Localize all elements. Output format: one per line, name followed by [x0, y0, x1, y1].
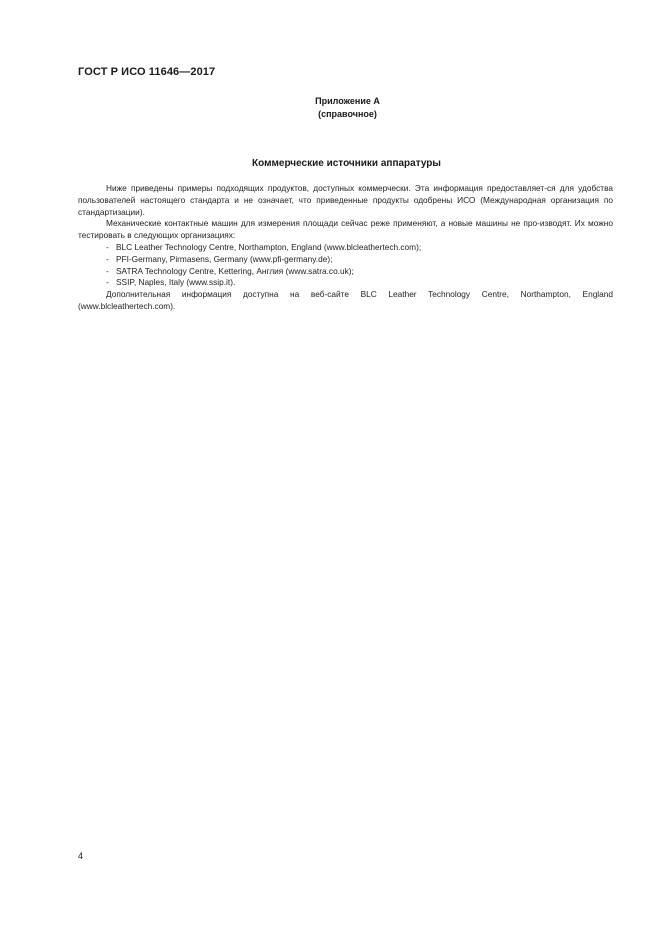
organization-text: BLC Leather Technology Centre, Northampton, England (www.blcleathertech.com);	[116, 241, 422, 252]
organization-list	[78, 242, 613, 289]
bullet-dash: -	[106, 241, 109, 252]
body-text	[78, 183, 613, 313]
list-item	[106, 266, 613, 278]
paragraph-intro: Ниже приведены примеры подходящих продуктов, доступных коммерчески. Эта информация предоставляет-ся для удобства пользователей настоящего стандарта и не означает, что приведенные продукты одобрены ИСО (Международная организация по стандартизации).	[78, 183, 613, 217]
list-item	[106, 254, 613, 266]
bullet-dash: -	[106, 253, 109, 264]
organization-text: SATRA Technology Centre, Kettering, Англия (www.satra.co.uk);	[116, 265, 354, 276]
bullet-dash: -	[106, 277, 109, 288]
paragraph-machines: Механические контактные машин для измерения площади сейчас реже применяют, а новые машины не про-изводят. Их можно тестировать в следующих организациях:	[78, 218, 613, 241]
annex-subtitle: (справочное)	[318, 109, 377, 119]
bullet-dash: -	[106, 265, 109, 276]
standard-designation: ГОСТ Р ИСО 11646—2017	[78, 66, 216, 78]
list-item	[106, 242, 613, 254]
organization-text: SSIP, Naples, Italy (www.ssip.it).	[116, 277, 236, 288]
paragraph-closing: Дополнительная информация доступна на веб-сайте BLC Leather Technology Centre, Northampton, England (www.blcleathertech.com).	[78, 289, 613, 311]
annex-title: Приложение А	[315, 96, 380, 106]
section-heading: Коммерческие источники аппаратуры	[252, 158, 441, 169]
section-heading-block	[0, 158, 661, 169]
annex-title-block	[0, 95, 661, 121]
organization-text: PFI-Germany, Pirmasens, Germany (www.pfi-germany.de);	[116, 253, 333, 264]
list-item	[106, 277, 613, 289]
page-number: 4	[78, 851, 84, 861]
